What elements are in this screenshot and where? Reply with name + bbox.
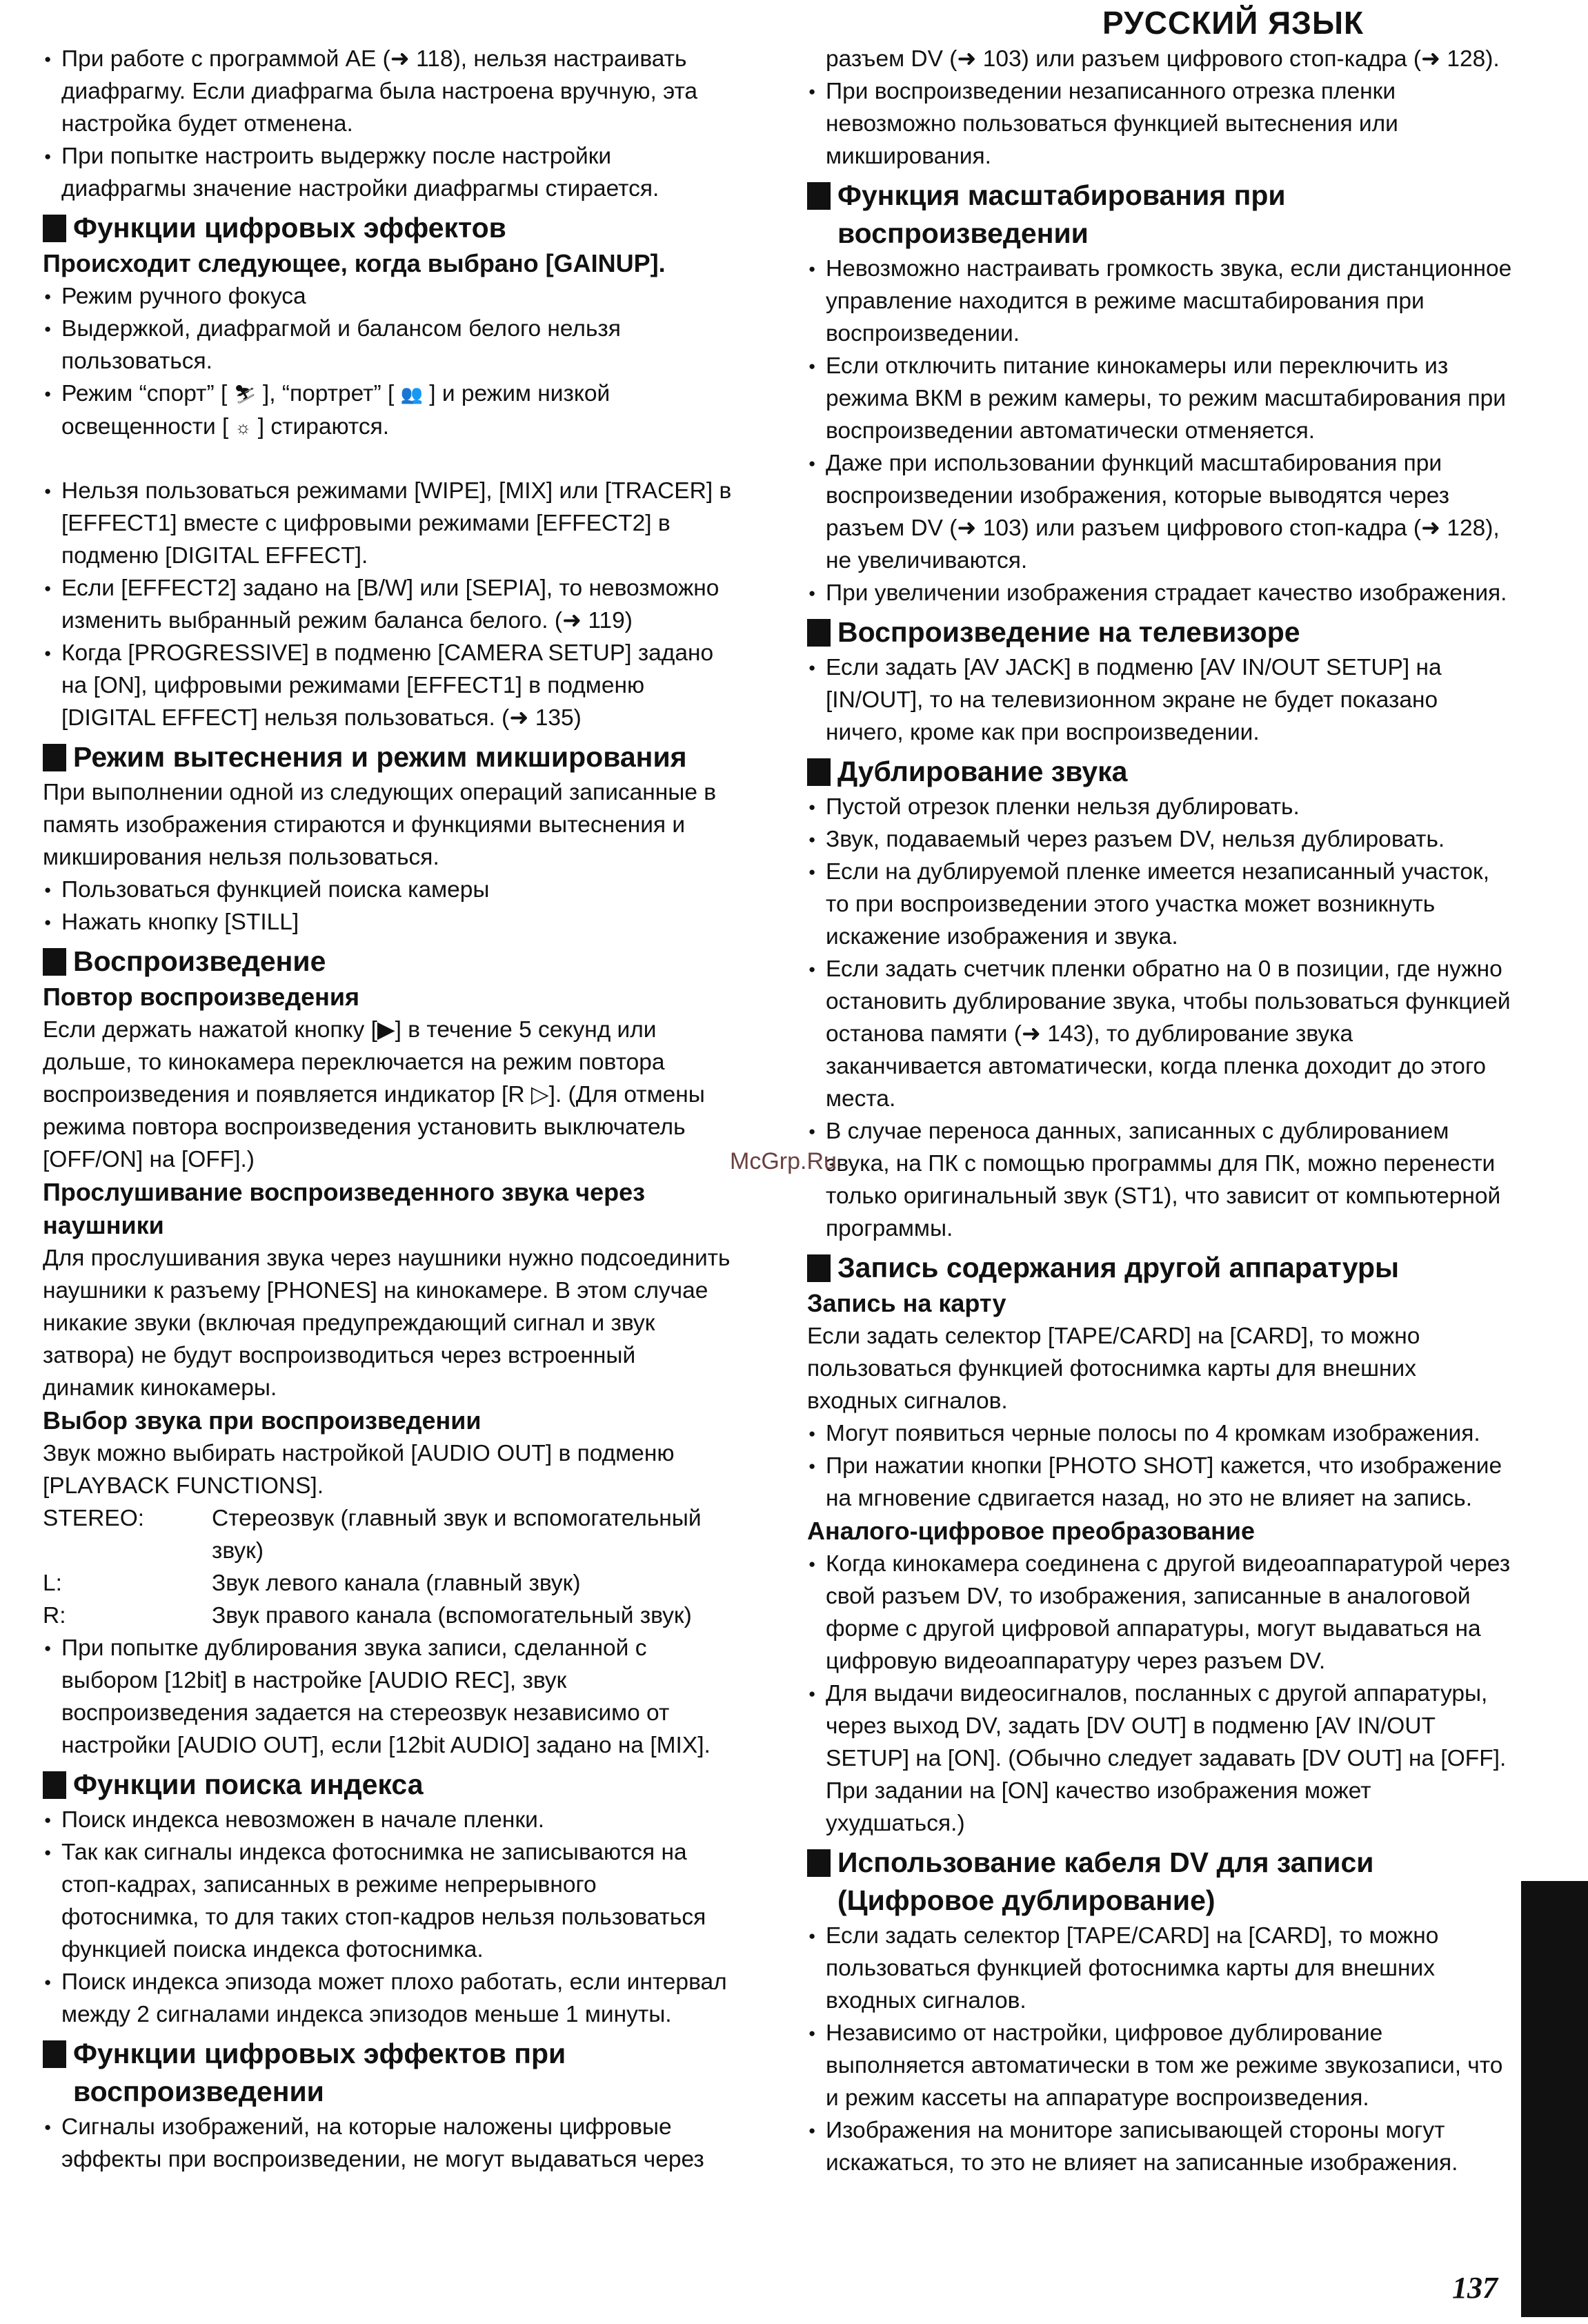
paragraph: Звук можно выбирать настройкой [AUDIO OUT] в подменю [PLAYBACK FUNCTIONS].	[43, 1441, 675, 1499]
section-heading-dv-cable: Использование кабеля DV для записи	[807, 1844, 1512, 1882]
section-heading-digital-effects: Функции цифровых эффектов	[43, 209, 733, 247]
list-item: ● Если на дублируемой пленке имеется незаписанный участок, то при воспроизведении этого участка может возникнуть искажение изображения и звука.	[807, 856, 1512, 953]
list-item: ● Сигналы изображений, на которые наложены цифровые эффекты при воспроизведении, не могут выдаваться через	[43, 2111, 733, 2176]
list-item: ● При увеличении изображения страдает качество изображения.	[807, 577, 1512, 609]
list-item: ● Когда кинокамера соединена с другой видеоаппаратурой через свой разъем DV, то изображения, записанные в аналоговой форме с другой цифровой аппаратуры, могут выдаваться на цифровую видеоаппаратуру через разъем DV.	[807, 1548, 1512, 1677]
list-item: ● Нажать кнопку [STILL]	[43, 906, 733, 938]
list-item: ● Если задать селектор [TAPE/CARD] на [CARD], то можно пользоваться функцией фотоснимка карты для внешних входных сигналов.	[807, 1920, 1512, 2017]
list-item: ● Пустой отрезок пленки нельзя дублировать.	[807, 791, 1512, 823]
section-heading-record-other: Запись содержания другой аппаратуры	[807, 1249, 1512, 1287]
list-item: ● Так как сигналы индекса фотоснимка не записываются на стоп-кадрах, записанных в режиме непрерывного фотоснимка, то для таких стоп-кадров нельзя пользоваться функцией поиска индекса фотоснимка.	[43, 1836, 733, 1966]
definition-term: R:	[43, 1603, 66, 1628]
section-heading-tv-playback: Воспроизведение на телевизоре	[807, 613, 1512, 651]
paragraph: При выполнении одной из следующих операций записанные в память изображения стираются и функциями вытеснения и микширования нельзя пользоваться.	[43, 780, 717, 870]
section-heading-effects-playback: Функции цифровых эффектов при	[43, 2035, 733, 2073]
section-heading-wipe-mix: Режим вытеснения и режим микширования	[43, 738, 733, 776]
list-item: ● Когда [PROGRESSIVE] в подменю [CAMERA SETUP] задано на [ON], цифровыми режимами [EFFECT1] в подменю [DIGITAL EFFECT] нельзя пользоваться. (➜ 135)	[43, 637, 733, 734]
language-header: РУССКИЙ ЯЗЫК	[1102, 5, 1364, 41]
list-item: ● Независимо от настройки, цифровое дублирование выполняется автоматически в том же режиме звукозаписи, что и режим кассеты на аппаратуре воспроизведения.	[807, 2017, 1512, 2114]
section-heading-continuation: воспроизведении	[837, 217, 1089, 249]
section-heading-continuation: воспроизведении	[73, 2076, 324, 2107]
section-heading-continuation: (Цифровое дублирование)	[837, 1884, 1215, 1916]
paragraph: Если задать селектор [TAPE/CARD] на [CARD], то можно пользоваться функцией фотоснимка карты для внешних входных сигналов.	[807, 1323, 1420, 1414]
list-item: ● Поиск индекса невозможен в начале пленки.	[43, 1804, 733, 1836]
right-column	[807, 43, 1512, 2179]
left-column	[43, 43, 733, 2176]
list-item: ● Изображения на мониторе записывающей стороны могут искажаться, то это не влияет на записанные изображения.	[807, 2114, 1512, 2179]
list-item: ● Если [EFFECT2] задано на [B/W] или [SEPIA], то невозможно изменить выбранный режим баланса белого. (➜ 119)	[43, 572, 733, 637]
subheading-headphones: Прослушивание воспроизведенного звука через наушники	[43, 1178, 646, 1239]
section-heading-zoom-playback: Функция масштабирования при	[807, 177, 1512, 215]
watermark: McGrp.Ru	[730, 1148, 837, 1174]
list-item: ● При воспроизведении незаписанного отрезка пленки невозможно пользоваться функцией вытеснения или микширования.	[807, 75, 1512, 173]
subheading-repeat: Повтор воспроизведения	[43, 983, 360, 1011]
sport-mode-icon: ⛷	[233, 384, 257, 404]
list-item: ● Для выдачи видеосигналов, посланных с другой аппаратуры, через выход DV, задать [DV OUT] в подменю [AV IN/OUT SETUP] на [ON]. (Обычно следует задавать [DV OUT] на [OFF]. При задании на [ON] качество изображения может ухудшаться.)	[807, 1677, 1512, 1840]
paragraph: Если держать нажатой кнопку [▶] в течение 5 секунд или дольше, то кинокамера переключается на режим повтора воспроизведения и появляется индикатор [R ▷]. (Для отмены режима повтора воспроизведения установить выключатель [OFF/ON] на [OFF].)	[43, 1017, 705, 1172]
list-item: ● Режим ручного фокуса	[43, 280, 733, 313]
definition-row	[43, 1599, 733, 1632]
list-item: ● Если задать [AV JACK] в подменю [AV IN/OUT SETUP] на [IN/OUT], то на телевизионном экране не будет показано ничего, кроме как при воспроизведении.	[807, 651, 1512, 749]
list-item: ● Могут появиться черные полосы по 4 кромкам изображения.	[807, 1417, 1512, 1450]
paragraph: Для прослушивания звука через наушники нужно подсоединить наушники к разъему [PHONES] на кинокамере. В этом случае никакие звуки (включая предупреждающий сигнал и звук затвора) не будут воспроизводиться через встроенный динамик кинокамеры.	[43, 1245, 731, 1401]
definition-term: L:	[43, 1570, 62, 1596]
definition-row	[43, 1567, 733, 1599]
list-item: ● Если отключить питание кинокамеры или переключить из режима ВКМ в режим камеры, то режим масштабирования при воспроизведении автоматически отменяется.	[807, 350, 1512, 447]
list-item: ● Даже при использовании функций масштабирования при воспроизведении изображения, которые выводятся через разъем DV (➜ 103) или разъем цифрового стоп-кадра (➜ 128), не увеличиваются.	[807, 447, 1512, 577]
paragraph-continuation: разъем DV (➜ 103) или разъем цифрового стоп-кадра (➜ 128).	[826, 46, 1500, 72]
subheading-analog-digital: Аналого-цифровое преобразование	[807, 1517, 1255, 1545]
list-item-modes	[43, 377, 733, 444]
text-fragment: ] стираются.	[257, 414, 390, 440]
definition-row	[43, 1502, 733, 1567]
low-light-mode-icon: ☼	[235, 417, 252, 437]
list-item: ● Выдержкой, диафрагмой и балансом белого нельзя пользоваться.	[43, 313, 733, 377]
subheading-card-record: Запись на карту	[807, 1289, 1006, 1317]
list-item: ● В случае переноса данных, записанных с дублированием звука, на ПК с помощью программы для ПК, можно перенести только оригинальный звук (ST1), что зависит от компьютерной программы.	[807, 1115, 1512, 1245]
list-item: ● Если задать счетчик пленки обратно на 0 в позиции, где нужно остановить дублирование звука, чтобы пользоваться функцией останова памяти (➜ 143), то дублирование звука заканчивается автоматически, когда пленка доходит до этого места.	[807, 953, 1512, 1115]
list-item: ● Невозможно настраивать громкость звука, если дистанционное управление находится в режиме масштабирования при воспроизведении.	[807, 253, 1512, 350]
definition-desc: Звук правого канала (вспомогательный звук)	[212, 1603, 692, 1628]
list-item: ● При попытке дублирования звука записи, сделанной с выбором [12bit] в настройке [AUDIO REC], звук воспроизведения задается на стереозвук независимо от настройки [AUDIO OUT], если [12bit AUDIO] задано на [MIX].	[43, 1632, 733, 1762]
section-heading-playback: Воспроизведение	[43, 943, 733, 981]
definition-term: STEREO:	[43, 1506, 145, 1531]
text-fragment: Режим “спорт” [	[61, 381, 228, 406]
definition-desc: Звук левого канала (главный звук)	[212, 1570, 581, 1596]
list-item: ● Поиск индекса эпизода может плохо работать, если интервал между 2 сигналами индекса эпизодов меньше 1 минуты.	[43, 1966, 733, 2031]
subheading-sound-select: Выбор звука при воспроизведении	[43, 1406, 482, 1435]
list-item: ● При работе с программой AE (➜ 118), нельзя настраивать диафрагму. Если диафрагма была настроена вручную, эта настройка будет отменена.	[43, 43, 733, 140]
section-heading-audio-dub: Дублирование звука	[807, 753, 1512, 791]
section-heading-index-search: Функции поиска индекса	[43, 1766, 733, 1804]
section-tab-marker	[1521, 1881, 1588, 2317]
list-item: ● При нажатии кнопки [PHOTO SHOT] кажется, что изображение на мгновение сдвигается назад, но это не влияет на запись.	[807, 1450, 1512, 1515]
page-number: 137	[1452, 2271, 1498, 2305]
text-fragment: ] и режим низкой освещенности [	[61, 381, 611, 440]
portrait-mode-icon: 👥	[400, 384, 423, 404]
list-item: ● Нельзя пользоваться режимами [WIPE], [MIX] или [TRACER] в [EFFECT1] вместе с цифровыми режимами [EFFECT2] в подменю [DIGITAL EFFECT].	[43, 475, 733, 572]
definition-desc: Стереозвук (главный звук и вспомогательный звук)	[212, 1506, 702, 1564]
list-item: ● Пользоваться функцией поиска камеры	[43, 874, 733, 906]
list-item: ● При попытке настроить выдержку после настройки диафрагмы значение настройки диафрагмы стирается.	[43, 140, 733, 205]
subheading-gainup: Происходит следующее, когда выбрано [GAINUP].	[43, 249, 666, 277]
text-fragment: ], “портрет” [	[262, 381, 395, 406]
list-item: ● Звук, подаваемый через разъем DV, нельзя дублировать.	[807, 823, 1512, 856]
